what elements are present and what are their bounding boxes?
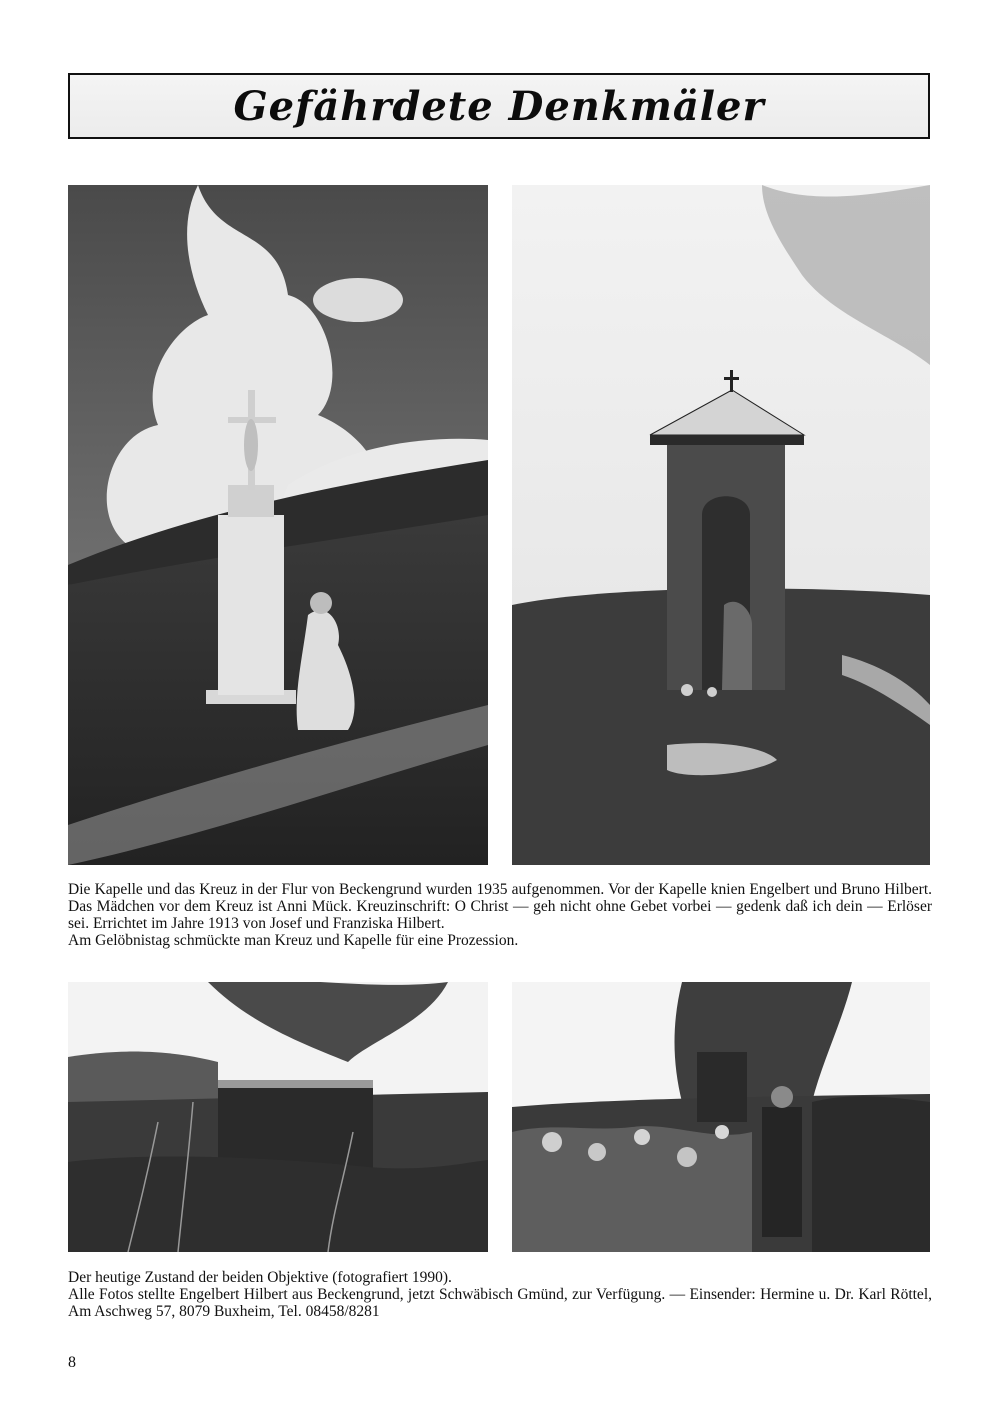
- caption-1990: [68, 1269, 932, 1320]
- page-number: 8: [68, 1354, 76, 1371]
- caption-1935-last-line: Am Gelöbnistag schmückte man Kreuz und Kapelle für eine Prozession.: [68, 932, 519, 949]
- caption-1990-line1: Der heutige Zustand der beiden Objektive (fotografiert 1990).: [68, 1269, 452, 1286]
- caption-1935-text: Die Kapelle und das Kreuz in der Flur von Beckengrund wurden 1935 aufgenommen. Vor der Kapelle knien Engelbert und Bruno Hilbert. Das Mädchen vor dem Kreuz ist Anni Mück. Kreuzinschrift: O Christ — geh nicht ohne Gebet vorbei — gedenk daß ich dein — Erlöser sei. Errichtet im Jahre 1913 von Josef und Franziska Hilbert.: [68, 881, 932, 932]
- caption-1935: [68, 881, 932, 949]
- photo-cross-1935: [68, 185, 488, 865]
- caption-1990-credits: Alle Fotos stellte Engelbert Hilbert aus Beckengrund, jetzt Schwäbisch Gmünd, zur Verfügung. — Einsender: Hermine u. Dr. Karl Röttel, Am Aschweg 57, 8079 Buxheim, Tel. 08458/8281: [68, 1286, 932, 1320]
- photo-cross-1990: [68, 982, 488, 1252]
- photo-chapel-1935: [512, 185, 930, 865]
- photo-chapel-1990: [512, 982, 930, 1252]
- page-title: Gefährdete Denkmäler: [233, 82, 765, 130]
- title-banner: [68, 73, 930, 139]
